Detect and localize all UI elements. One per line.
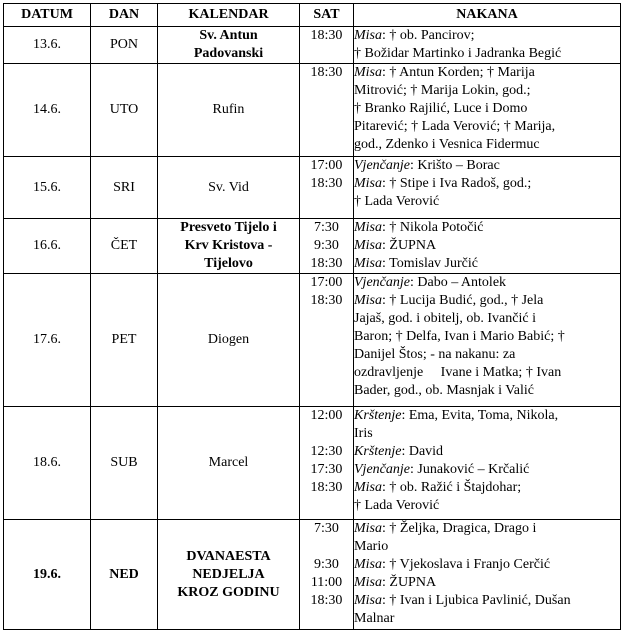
time-line: 12:00 <box>310 408 343 423</box>
header-datum: DATUM <box>4 4 91 27</box>
intention-text: : † Antun Korden; † Marija <box>382 65 535 80</box>
intention-line <box>354 310 620 328</box>
calendar-cell <box>158 27 300 64</box>
calendar-line: KROZ GODINU <box>177 584 280 600</box>
time-cell <box>300 407 354 520</box>
intention-text: † Branko Rajilić, Luce i Domo <box>354 101 528 116</box>
header-nakana: NAKANA <box>354 4 621 27</box>
intention-text: : ŽUPNA <box>382 575 437 590</box>
intention-line <box>354 479 620 497</box>
date-cell: 17.6. <box>4 274 91 407</box>
intention-line <box>354 425 620 443</box>
intention-type: Misa <box>354 28 382 43</box>
calendar-line: Rufin <box>212 102 245 117</box>
intention-text: Iris <box>354 426 373 441</box>
time-cell <box>300 219 354 274</box>
time-line: 18:30 <box>310 176 343 191</box>
intention-cell <box>354 407 621 520</box>
intention-line <box>354 610 620 628</box>
intention-text: : † Vjekoslava i Franjo Cerčić <box>382 557 551 572</box>
calendar-line: Krv Kristova - <box>184 238 273 253</box>
day-cell: NED <box>91 520 158 630</box>
time-line: 9:30 <box>314 238 339 253</box>
time-line: 12:30 <box>310 444 343 459</box>
time-line: 18:30 <box>310 593 343 608</box>
intention-type: Misa <box>354 480 382 495</box>
header-dan: DAN <box>91 4 158 27</box>
time-line: 18:30 <box>310 480 343 495</box>
intention-text: : † Željka, Dragica, Drago i <box>382 521 537 536</box>
time-line: 11:00 <box>310 575 343 590</box>
intention-line <box>354 27 620 45</box>
table-row <box>4 274 621 407</box>
intention-line <box>354 538 620 556</box>
calendar-line: NEDJELJA <box>192 566 265 582</box>
time-cell <box>300 274 354 407</box>
day-cell: ČET <box>91 219 158 274</box>
intention-text: : † ob. Ražić i Štajdohar; <box>382 480 522 495</box>
intention-type: Misa <box>354 238 382 253</box>
day-cell: PET <box>91 274 158 407</box>
intention-cell <box>354 219 621 274</box>
time-line <box>300 538 353 556</box>
intention-cell <box>354 520 621 630</box>
intention-line <box>354 346 620 364</box>
calendar-line: Sv. Vid <box>208 179 249 195</box>
intention-line <box>354 157 620 175</box>
calendar-cell <box>158 157 300 219</box>
table-row <box>4 219 621 274</box>
intention-text: : † ob. Pancirov; <box>382 28 475 43</box>
time-line: 7:30 <box>314 521 339 536</box>
intention-text: ozdravljenje Ivane i Matka; † Ivan <box>354 365 562 380</box>
intention-line <box>354 592 620 610</box>
intention-cell <box>354 27 621 64</box>
table-row <box>4 27 621 64</box>
intention-line <box>354 255 620 273</box>
date-cell: 15.6. <box>4 157 91 219</box>
intention-type: Vjenčanje <box>354 158 410 173</box>
intention-text: : † Lucija Budić, god., † Jela <box>382 293 544 308</box>
intention-text: : Krišto – Borac <box>409 158 500 173</box>
calendar-cell <box>158 407 300 520</box>
intention-type: Misa <box>354 521 382 536</box>
intention-line <box>354 237 620 255</box>
day-cell: UTO <box>91 64 158 157</box>
intention-type: Misa <box>354 65 382 80</box>
schedule-body <box>4 27 621 630</box>
time-line <box>300 425 353 443</box>
intention-type: Krštenje <box>354 408 402 423</box>
intention-line <box>354 574 620 592</box>
intention-line <box>354 520 620 538</box>
day-cell: SUB <box>91 407 158 520</box>
header-kalendar: KALENDAR <box>158 4 300 27</box>
intention-text: † Božidar Martinko i Jadranka Begić <box>354 46 562 61</box>
intention-line <box>354 364 620 382</box>
intention-type: Misa <box>354 220 382 235</box>
intention-text: Jajaš, god. i obitelj, ob. Ivančić i <box>354 311 536 326</box>
date-cell: 16.6. <box>4 219 91 274</box>
intention-text: : † Stipe i Iva Radoš, god.; <box>382 176 532 191</box>
intention-text: Malnar <box>354 611 395 626</box>
intention-line <box>354 100 620 118</box>
intention-line <box>354 382 620 400</box>
time-line: 18:30 <box>310 65 343 80</box>
calendar-cell <box>158 64 300 157</box>
time-cell <box>300 520 354 630</box>
time-cell <box>300 157 354 219</box>
date-cell: 13.6. <box>4 27 91 64</box>
intention-type: Misa <box>354 176 382 191</box>
intention-type: Misa <box>354 293 382 308</box>
intention-line <box>354 175 620 193</box>
intention-text: : Dabo – Antolek <box>409 275 507 290</box>
date-cell: 18.6. <box>4 407 91 520</box>
intention-cell <box>354 157 621 219</box>
intention-line <box>354 556 620 574</box>
intention-line <box>354 82 620 100</box>
time-line: 18:30 <box>310 28 343 43</box>
intention-text: Mario <box>354 539 389 554</box>
calendar-line: Marcel <box>208 455 249 470</box>
intention-line <box>354 407 620 425</box>
time-line: 17:30 <box>310 462 343 477</box>
intention-type: Krštenje <box>354 444 402 459</box>
intention-text: Danijel Štos; - na nakanu: za <box>354 347 516 362</box>
time-line: 9:30 <box>314 557 339 572</box>
intention-text: : † Ivan i Ljubica Pavlinić, Dušan <box>382 593 571 608</box>
intention-text: Pitarević; † Lada Verović; † Marija, <box>354 119 556 134</box>
intention-line <box>354 292 620 310</box>
time-line: 17:00 <box>310 275 343 290</box>
header-sat: SAT <box>300 4 354 27</box>
calendar-line: Tijelovo <box>204 256 253 271</box>
intention-line <box>354 461 620 479</box>
intention-text: : † Nikola Potočić <box>382 220 484 235</box>
schedule-table <box>3 3 621 630</box>
intention-line <box>354 45 620 63</box>
table-row <box>4 407 621 520</box>
calendar-line: Diogen <box>207 332 250 347</box>
intention-type: Vjenčanje <box>354 275 410 290</box>
calendar-line: Sv. Antun <box>199 28 258 43</box>
intention-text: Mitrović; † Marija Lokin, god.; <box>354 83 531 98</box>
intention-cell <box>354 274 621 407</box>
intention-text: Baron; † Delfa, Ivan i Mario Babić; † <box>354 329 565 344</box>
time-line: 18:30 <box>310 256 343 271</box>
intention-type: Misa <box>354 557 382 572</box>
intention-text: : ŽUPNA <box>382 238 437 253</box>
intention-line <box>354 193 620 211</box>
intention-type: Vjenčanje <box>354 462 410 477</box>
time-line: 7:30 <box>314 220 339 235</box>
intention-line <box>354 328 620 346</box>
calendar-line: DVANAESTA <box>186 548 271 564</box>
intention-text: Bader, god., ob. Masnjak i Valić <box>354 383 534 398</box>
time-line: 17:00 <box>310 158 343 173</box>
intention-type: Misa <box>354 575 382 590</box>
table-row <box>4 64 621 157</box>
intention-text: † Lada Verović <box>354 498 440 513</box>
intention-text: : Ema, Evita, Toma, Nikola, <box>401 408 559 423</box>
intention-text: : Tomislav Jurčić <box>382 256 478 271</box>
intention-text: † Lada Verović <box>354 194 440 209</box>
table-row <box>4 520 621 630</box>
calendar-line: Presveto Tijelo i <box>180 220 277 235</box>
time-line: 18:30 <box>310 293 343 308</box>
time-cell <box>300 64 354 157</box>
day-cell: SRI <box>91 157 158 219</box>
intention-cell <box>354 64 621 157</box>
intention-line <box>354 64 620 82</box>
header-row <box>4 4 621 27</box>
intention-text: god., Zdenko i Vesnica Fidermuc <box>354 137 540 152</box>
intention-line <box>354 219 620 237</box>
intention-line <box>354 443 620 461</box>
intention-line <box>354 118 620 136</box>
time-cell <box>300 27 354 64</box>
day-cell: PON <box>91 27 158 64</box>
calendar-cell <box>158 274 300 407</box>
table-row <box>4 157 621 219</box>
intention-text: : Junaković – Krčalić <box>409 462 530 477</box>
intention-line <box>354 274 620 292</box>
calendar-cell <box>158 520 300 630</box>
calendar-line: Padovanski <box>193 46 264 61</box>
intention-type: Misa <box>354 593 382 608</box>
intention-text: : David <box>401 444 444 459</box>
date-cell: 19.6. <box>4 520 91 630</box>
intention-line <box>354 136 620 154</box>
intention-line <box>354 497 620 515</box>
date-cell: 14.6. <box>4 64 91 157</box>
calendar-cell <box>158 219 300 274</box>
intention-type: Misa <box>354 256 382 271</box>
